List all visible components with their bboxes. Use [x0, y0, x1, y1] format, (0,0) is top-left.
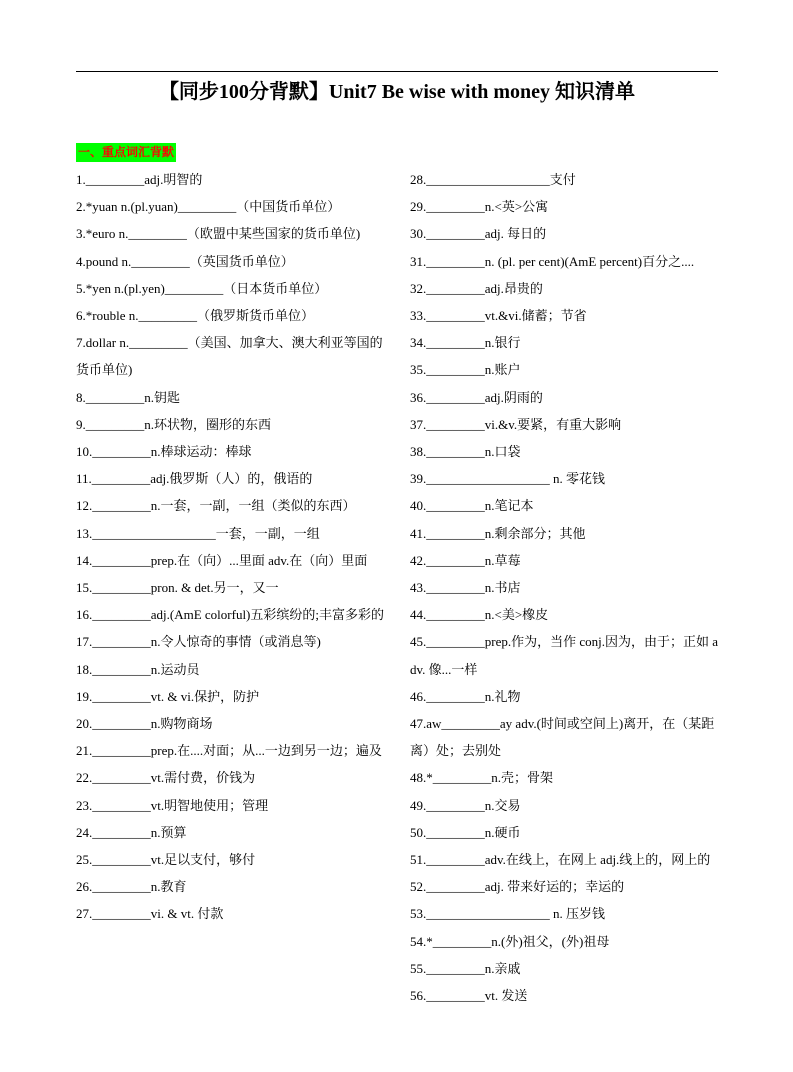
vocab-item: 45._________prep.作为，当作 conj.因为，由于；正如 adv. 像...一样	[410, 634, 719, 677]
document-title: 【同步100分背默】Unit7 Be wise with money 知识清单	[158, 81, 636, 103]
vocab-item: 33._________vt.&vi.储蓄；节省	[410, 308, 587, 324]
section-heading: 一、重点词汇背默	[76, 143, 176, 162]
vocab-item: 23._________vt.明智地使用；管理	[76, 797, 269, 813]
vocab-item: 44._________n.<美>橡皮	[410, 607, 549, 623]
vocab-item: 10._________n.棒球运动：棒球	[76, 444, 252, 460]
vocab-item: 46._________n.礼物	[410, 688, 521, 704]
vocab-item: 21._________prep.在....对面；从...一边到另一边；遍及	[76, 743, 382, 759]
vocab-item: 6.*rouble n._________（俄罗斯货币单位）	[76, 308, 314, 324]
vocab-item: 29._________n.<英>公寓	[410, 199, 549, 215]
vocab-item: 25._________vt.足以支付，够付	[76, 852, 256, 868]
vocab-item: 11._________adj.俄罗斯（人）的，俄语的	[76, 471, 313, 487]
vocab-item: 42._________n.草莓	[410, 552, 521, 568]
vocab-item: 20._________n.购物商场	[76, 716, 213, 732]
top-rule	[76, 71, 718, 72]
vocab-item: 51._________adv.在线上，在网上 adj.线上的，网上的	[410, 852, 711, 868]
vocab-item: 27._________vi. & vt. 付款	[76, 906, 224, 922]
vocab-item: 8._________n.钥匙	[76, 389, 181, 405]
vocab-item: 53.___________________ n. 压岁钱	[410, 906, 606, 922]
vocab-item: 18._________n.运动员	[76, 661, 200, 677]
vocab-item: 49._________n.交易	[410, 797, 521, 813]
vocab-item: 39.___________________ n. 零花钱	[410, 471, 606, 487]
vocab-item: 38._________n.口袋	[410, 444, 521, 460]
vocab-item: 56._________vt. 发送	[410, 988, 528, 1004]
vocab-item: 55._________n.亲戚	[410, 960, 521, 976]
vocab-item: 37._________vi.&v.要紧，有重大影响	[410, 416, 622, 432]
vocab-item: 1._________adj.明智的	[76, 172, 203, 187]
vocab-item: 47.aw_________ay adv.(时间或空间上)离开，在（某距离）处；去别处	[410, 716, 715, 759]
vocab-item: 43._________n.书店	[410, 580, 521, 596]
vocab-item: 17._________n.令人惊奇的事情（或消息等)	[76, 634, 321, 650]
vocab-item: 13.___________________一套，一副，一组	[76, 525, 320, 541]
vocab-item: 28.___________________支付	[410, 172, 576, 187]
vocab-item: 9._________n.环状物，圈形的东西	[76, 416, 272, 432]
vocab-item: 34._________n.银行	[410, 335, 521, 351]
vocab-item: 35._________n.账户	[410, 362, 521, 378]
vocab-item: 48.*_________n.壳；骨架	[410, 770, 554, 786]
vocab-item: 36._________adj.阴雨的	[410, 389, 543, 405]
vocab-item: 16._________adj.(AmE colorful)五彩缤纷的;丰富多彩的	[76, 607, 384, 623]
vocab-item: 30._________adj. 每日的	[410, 226, 547, 242]
vocab-item: 12._________n.一套，一副，一组（类似的东西）	[76, 498, 356, 514]
vocab-item: 14._________prep.在（向）...里面 adv.在（向）里面	[76, 552, 368, 568]
vocab-item: 3.*euro n._________（欧盟中某些国家的货币单位)	[76, 226, 361, 242]
vocab-item: 7.dollar n._________（美国、加拿大、澳大利亚等国的货币单位)	[76, 335, 383, 378]
vocab-item: 4.pound n._________（英国货币单位）	[76, 253, 294, 269]
vocab-item: 22._________vt.需付费，价钱为	[76, 770, 256, 786]
vocab-item: 54.*_________n.(外)祖父，(外)祖母	[410, 933, 610, 949]
vocab-item: 24._________n.预算	[76, 824, 187, 840]
vocab-item: 31._________n. (pl. per cent)(AmE percent)百分之....	[410, 253, 695, 269]
vocab-item: 32._________adj.昂贵的	[410, 280, 543, 296]
vocab-item: 15._________pron. & det.另一，又一	[76, 580, 279, 596]
vocab-item: 52._________adj. 带来好运的；幸运的	[410, 879, 625, 895]
vocab-item: 2.*yuan n.(pl.yuan)_________（中国货币单位）	[76, 199, 341, 215]
vocab-item: 5.*yen n.(pl.yen)_________（日本货币单位）	[76, 280, 328, 296]
vocab-item: 26._________n.教育	[76, 879, 187, 895]
vocab-column-right	[410, 166, 720, 1009]
vocab-item: 40._________n.笔记本	[410, 498, 534, 514]
vocab-item: 19._________vt. & vi.保护，防护	[76, 688, 260, 704]
vocab-item: 50._________n.硬币	[410, 824, 521, 840]
vocab-column-left	[76, 166, 388, 928]
vocab-item: 41._________n.剩余部分；其他	[410, 525, 586, 541]
